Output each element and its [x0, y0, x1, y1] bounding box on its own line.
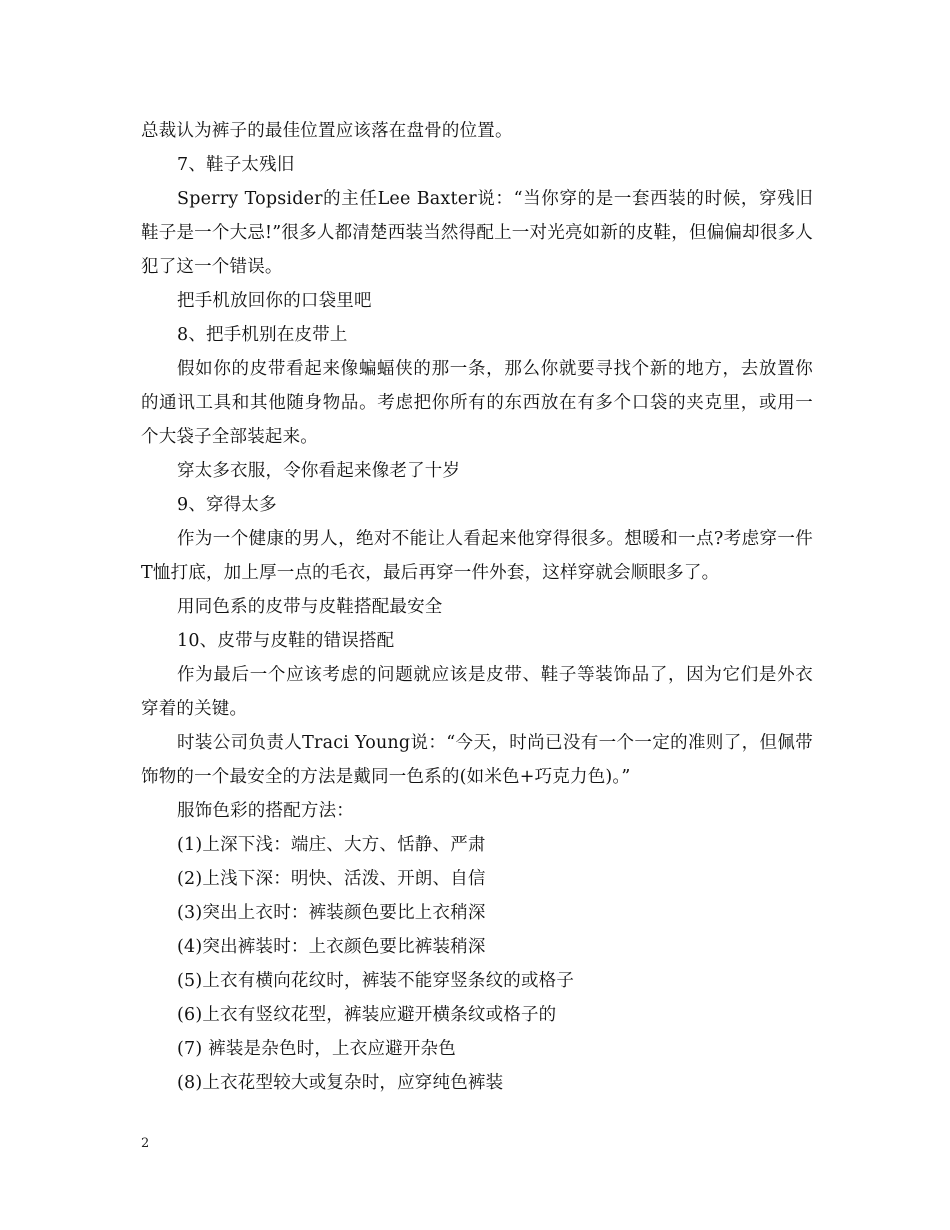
list-item: (6)上衣有竖纹花型，裤装应避开横条纹或格子的 [177, 1005, 557, 1025]
subheading: 穿太多衣服，令你看起来像老了十岁 [177, 461, 461, 481]
list-item: (1)上深下浅：端庄、大方、恬静、严肃 [177, 835, 486, 855]
subheading: 把手机放回你的口袋里吧 [177, 291, 372, 311]
list-item: (8)上衣花型较大或复杂时，应穿纯色裤装 [177, 1073, 504, 1093]
section-heading-7: 7、鞋子太残旧 [177, 155, 295, 175]
list-item: (7) 裤装是杂色时，上衣应避开杂色 [177, 1039, 456, 1059]
paragraph: 总裁认为裤子的最佳位置应该落在盘骨的位置。 [141, 121, 513, 141]
list-item: (5)上衣有横向花纹时，裤装不能穿竖条纹的或格子 [177, 971, 575, 991]
list-item: (3)突出上衣时：裤装颜色要比上衣稍深 [177, 903, 486, 923]
section-heading-9: 9、穿得太多 [177, 495, 277, 515]
section-heading-8: 8、把手机别在皮带上 [177, 325, 348, 345]
section-heading-10: 10、皮带与皮鞋的错误搭配 [177, 631, 395, 651]
list-item: (4)突出裤装时：上衣颜色要比裤装稍深 [177, 937, 486, 957]
paragraph: Sperry Topsider的主任Lee Baxter说：“当你穿的是一套西装的时候，穿残旧鞋子是一个大忌!”很多人都清楚西装当然得配上一对光亮如新的皮鞋，但偏偏却很多人犯了这一个错误。 [141, 189, 813, 277]
paragraph: 作为最后一个应该考虑的问题就应该是皮带、鞋子等装饰品了，因为它们是外衣穿着的关键。 [141, 665, 813, 719]
list-heading: 服饰色彩的搭配方法： [177, 801, 354, 821]
paragraph: 假如你的皮带看起来像蝙蝠侠的那一条，那么你就要寻找个新的地方，去放置你的通讯工具和其他随身物品。考虑把你所有的东西放在有多个口袋的夹克里，或用一个大袋子全部装起来。 [141, 359, 813, 447]
paragraph: 时装公司负责人Traci Young说：“今天，时尚已没有一个一定的准则了，但佩带饰物的一个最安全的方法是戴同一色系的(如米色+巧克力色)。” [141, 733, 813, 787]
subheading: 用同色系的皮带与皮鞋搭配最安全 [177, 597, 443, 617]
list-item: (2)上浅下深：明快、活泼、开朗、自信 [177, 869, 486, 889]
document-body [141, 114, 813, 1100]
page-number: 2 [141, 1136, 150, 1151]
paragraph: 作为一个健康的男人，绝对不能让人看起来他穿得很多。想暖和一点?考虑穿一件T恤打底，加上厚一点的毛衣，最后再穿一件外套，这样穿就会顺眼多了。 [141, 529, 813, 583]
